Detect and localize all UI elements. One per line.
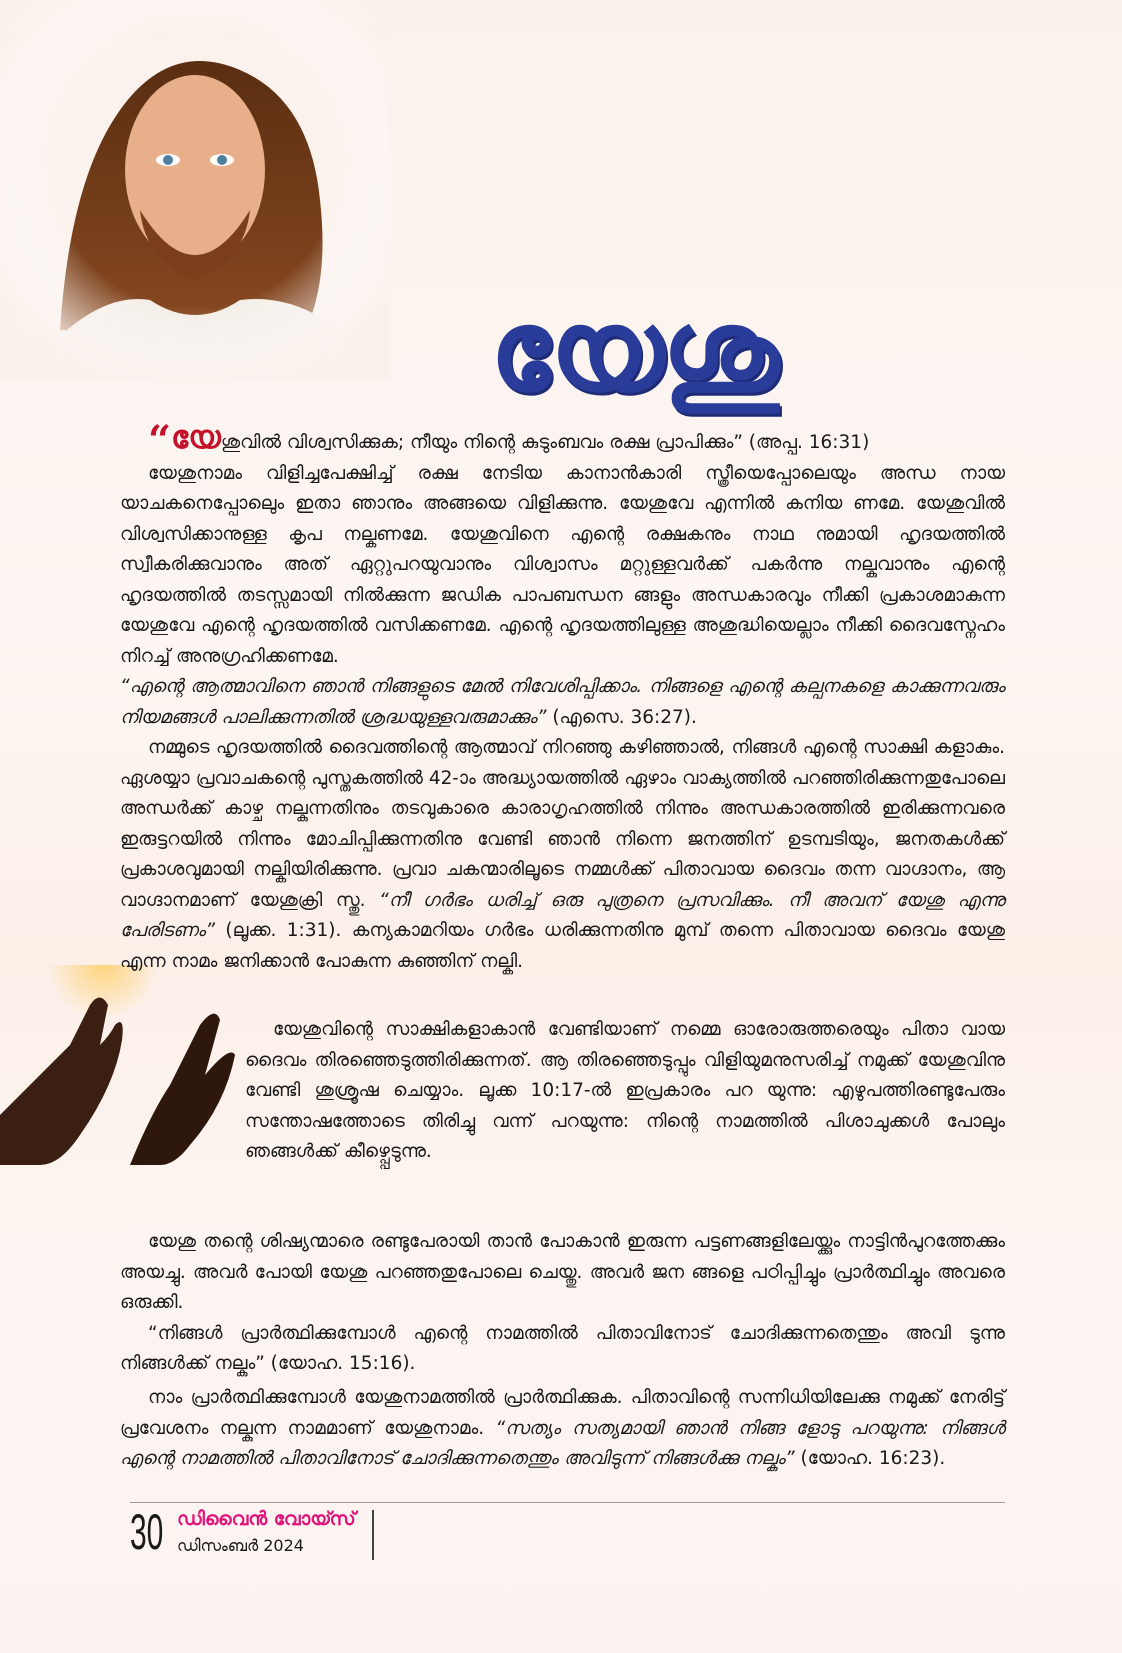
page-number: 30: [130, 1504, 164, 1560]
footer-vertical-bar: [372, 1510, 374, 1560]
pray-quote-text: “സത്യം സത്യമായി ഞാൻ നിങ്ങ ളോടു പറയുന്നു: നിങ്ങൾ എന്റെ നാമത്തിൽ പിതാവിനോട് ചോദിക്കുന്നതെന്തും അവിടുന്ന് നിങ്ങൾക്കു നല്കും”: [120, 1417, 1005, 1469]
ezekiel-quote-text: “എന്റെ ആത്മാവിനെ ഞാൻ നിങ്ങളുടെ മേൽ നിവേശിപ്പിക്കാം. നിങ്ങളെ എന്റെ കല്പനകളെ കാക്കുന്നവരും നിയമങ്ങൾ പാലിക്കുന്നതിൽ ശ്രദ്ധയുള്ളവരുമാക്കും”: [120, 676, 1005, 728]
disciples-text: യേശു തന്റെ ശിഷ്യന്മാരെ രണ്ടുപേരായി താൻ പോകാൻ ഇരുന്ന പട്ടണങ്ങളിലേയ്ക്കും നാട്ടിൻപുറത്തേക്കും അയച്ചു. അവർ പോയി യേശു പറഞ്ഞതുപോലെ ചെയ്തു. അവർ ജന ങ്ങളെ പഠിപ്പിച്ചും പ്രാർത്ഥിച്ചും അവരെ ഒരുക്കി.: [120, 1231, 1005, 1313]
body-section-2: [245, 1015, 1005, 1168]
paragraph-prayer-text: യേശുനാമം വിളിച്ചപേക്ഷിച്ച് രക്ഷ നേടിയ കാനാൻകാരി സ്ത്രീയെപ്പോലെയും അന്ധ നായ യാചകനെപ്പോലെും ഇതാ ഞാനും അങ്ങയെ വിളിക്കുന്നു. യേശുവേ എന്നിൽ കനിയ ണമേ. യേശുവിൽ വിശ്വസിക്കാനുള്ള കൃപ നല്കണമേ. യേശുവിനെ എന്റെ രക്ഷകനും നാഥ നുമായി ഹൃദയത്തിൽ സ്വീകരിക്കുവാനും അത് ഏറ്റുപറയുവാനും വിശ്വാസം മറ്റുള്ളവർക്ക് പകർന്നു നല്കുവാനും എന്റെ ഹൃദയത്തിൽ തടസ്സമായി നിൽക്കുന്ന ജഡിക പാപബന്ധന ങ്ങളും അന്ധകാരവും നീക്കി പ്രകാശമാകുന്ന യേശുവേ എന്റെ ഹൃദയത്തിൽ വസിക്കണമേ. എന്റെ ഹൃദയത്തിലുള്ള അശുദ്ധിയെല്ലാം നീക്കി ദൈവസ്നേഹം നിറച്ച് അനുഗ്രഹിക്കണമേ.: [120, 462, 1005, 667]
footer-divider: [130, 1502, 1005, 1503]
john-quote-text: “നിങ്ങൾ പ്രാർത്ഥിക്കുമ്പോൾ എന്റെ നാമത്തിൽ പിതാവിനോട് ചോദിക്കുന്നതെന്തും അവി ടുന്നു നിങ്ങൾക്ക് നല്കും” (യോഹ. 15:16).: [120, 1322, 1005, 1374]
paragraph-disciples: [120, 1227, 1005, 1319]
paragraph-chosen: [245, 1015, 1005, 1168]
luke-quote-text: “നീ ഗർഭം ധരിച്ച് ഒരു പുത്രനെ പ്രസവിക്കും. നീ അവന് യേശു എന്നു പേരിടണം”: [120, 889, 1005, 941]
paragraph-witness: [120, 733, 1005, 977]
paragraph-pray-in-name: [120, 1383, 1005, 1475]
paragraph-john-quote: [120, 1319, 1005, 1380]
opening-quote-mark: “: [148, 417, 172, 464]
witness-text-b: (ലൂക്ക. 1:31). കന്യകാമറിയം ഗർഭം ധരിക്കുന്നതിനു മുമ്പ് തന്നെ പിതാവായ ദൈവം യേശു എന്ന നാമം ജനിക്കാൻ പോകുന്ന കുഞ്ഞിന് നല്കി.: [120, 920, 1005, 972]
pray-text-a: നാം പ്രാർത്ഥിക്കുമ്പോൾ യേശുനാമത്തിൽ പ്രാർത്ഥിക്കുക. പിതാവിന്റെ സന്നിധിയിലേക്കു നമുക്ക് നേരിട്ട് പ്രവേശനം നല്കുന്ന നാമമാണ് യേശുനാമം.: [120, 1387, 1005, 1439]
body-section-1: [120, 417, 1005, 977]
article-title: യേശു: [490, 285, 778, 416]
raised-hands-image: [0, 965, 245, 1165]
issue-date: ഡിസംബർ 2024: [177, 1536, 304, 1555]
ezekiel-quote-ref: (എസെ. 36:27).: [546, 706, 697, 728]
opening-verse-text: ശുവിൽ വിശ്വസിക്കുക; നീയും നിന്റെ കുടുംബവം രക്ഷ പ്രാപിക്കും” (അപ്പ. 16:31): [220, 432, 870, 453]
magazine-name: ഡിവൈൻ വോയ്സ്: [177, 1508, 356, 1530]
body-section-3: [120, 1227, 1005, 1380]
drop-cap: യേ: [171, 418, 221, 456]
paragraph-prayer: [120, 459, 1005, 673]
body-section-4: [120, 1383, 1005, 1475]
witness-text-a: നമ്മുടെ ഹൃദയത്തിൽ ദൈവത്തിന്റെ ആത്മാവ് നിറഞ്ഞു കഴിഞ്ഞാൽ, നിങ്ങൾ എന്റെ സാക്ഷി കളാകും. ഏശയ്യാ പ്രവാചകന്റെ പുസ്തകത്തിൽ 42-ാം അദ്ധ്യായത്തിൽ ഏഴാം വാക്യത്തിൽ പറഞ്ഞിരിക്കുന്നതുപോലെ അന്ധർക്ക് കാഴ്ച നല്കുന്നതിനും തടവുകാരെ കാരാഗൃഹത്തിൽ നിന്നും അന്ധകാരത്തിൽ ഇരിക്കുന്നവരെ ഇരുട്ടറയിൽ നിന്നും മോചിപ്പിക്കുന്നതിനു വേണ്ടി ഞാൻ നിന്നെ ജനത്തിന് ഉടമ്പടിയും, ജനതകൾക്ക് പ്രകാശവുമായി നല്കിയിരിക്കുന്നു. പ്രവാ ചകന്മാരിലൂടെ നമ്മൾക്ക് പിതാവായ ദൈവം തന്ന വാഗ്ദാനം, ആ വാഗ്ദാനമാണ് യേശുക്രി സ്തു.: [120, 737, 1005, 911]
pray-text-b: (യോഹ. 16:23).: [794, 1448, 946, 1469]
jesus-portrait-image: [0, 0, 390, 380]
paragraph-ezekiel-quote: [120, 672, 1005, 733]
opening-paragraph: [120, 417, 1005, 464]
chosen-text: യേശുവിന്റെ സാക്ഷികളാകാൻ വേണ്ടിയാണ് നമ്മെ ഓരോരുത്തരെയും പിതാ വായ ദൈവം തിരഞ്ഞെടുത്തിരിക്കുന്നത്. ആ തിരഞ്ഞെടുപ്പും വിളിയുമനുസരിച്ച് നമുക്ക് യേശുവിനു വേണ്ടി ശുശ്രൂഷ ചെയ്യാം. ലൂക്ക 10:17-ൽ ഇപ്രകാരം പറ യുന്നു: എഴുപത്തിരണ്ടുപേരും സന്തോഷത്തോടെ തിരിച്ചു വന്ന് പറയുന്നു: നിന്റെ നാമത്തിൽ പിശാചുക്കൾ പോലും ഞങ്ങൾക്ക് കീഴ്പ്പെടുന്നു.: [245, 1019, 1005, 1162]
